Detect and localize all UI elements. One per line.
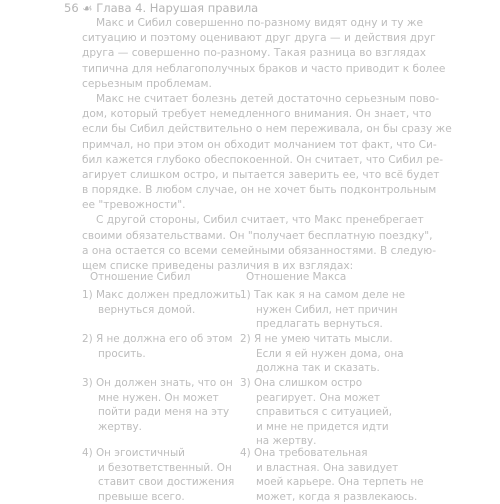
right-column-heading: Отношение Макса [246,271,347,283]
text-line: если бы Сибил действительно о нем переживала, он бы сразу же [82,123,452,136]
left-item: 4) Он эгоистичный и безответственный. Он ставит свои достижения превыше всего. [82,447,235,503]
text-line: ситуацию и поэтому оценивают друг друга — и действия друг [82,32,436,45]
text-line: ее "тревожности". [82,199,186,212]
right-item: 4) Она требовательная и властная. Она завидует моей карьере. Она терпеть не может, когда я развлекаюсь. [240,447,424,503]
text-line: Макс и Сибил совершенно по-разному видят одну и ту же [96,17,423,29]
text-line: примчал, но при этом он обходит молчанием тот факт, что Си- [82,138,437,151]
text-line: в порядке. В любом случае, он не хочет быть подконтрольным [82,184,437,197]
text-line: а она остается со всеми семейными обязанностями. В следую- [82,244,437,257]
paragraph [82,213,437,274]
left-column-heading: Отношение Сибил [90,271,191,283]
left-item: 1) Макс должен предложить вернуться домой. [82,289,241,316]
paragraph [82,16,446,92]
text-line: агирует слишком остро, и пытается заверить ее, что всё будет [82,168,440,181]
text-line: С другой стороны, Сибил считает, что Макс пренебрегает [96,214,424,227]
text-line: серьезным проблемам. [82,77,212,90]
body-text [82,16,452,274]
text-line: дом, который требует немедленного внимания. Он знает, что [82,108,432,121]
right-item: 2) Я не умею читать мысли. Если я ей нужен дома, она должна так и сказать. [240,333,404,375]
text-line: своими обязательствами. Он "получает бесплатную поездку", [82,229,433,242]
text-line: щем списке приведены различия в их взглядах: [82,260,354,272]
text-line: типична для неблагополучных браков и часто приводит к более [82,62,446,75]
paragraph [82,92,452,214]
left-item: 3) Он должен знать, что он мне нужен. Он может пойти ради меня на эту жертву. [82,377,233,433]
right-item: 3) Она слишком остро реагирует. Она может справиться с ситуацией, и мне не придется идти на жертву. [240,377,393,448]
left-item: 2) Я не должна его об этом просить. [82,333,233,360]
text-line: Макс не считает болезнь детей достаточно серьезным пово- [96,92,440,105]
right-item: 1) Так как я на самом деле не нужен Сибил, нет причин предлагать вернуться. [240,289,406,331]
text-line: бил кажется глубоко обеспокоенной. Он считает, что Сибил ре- [82,153,444,166]
running-header: 56 ☙ Глава 4. Нарушая правила [64,1,259,15]
text-line: друга — совершенно по-разному. Такая разница во взглядах [82,47,426,60]
